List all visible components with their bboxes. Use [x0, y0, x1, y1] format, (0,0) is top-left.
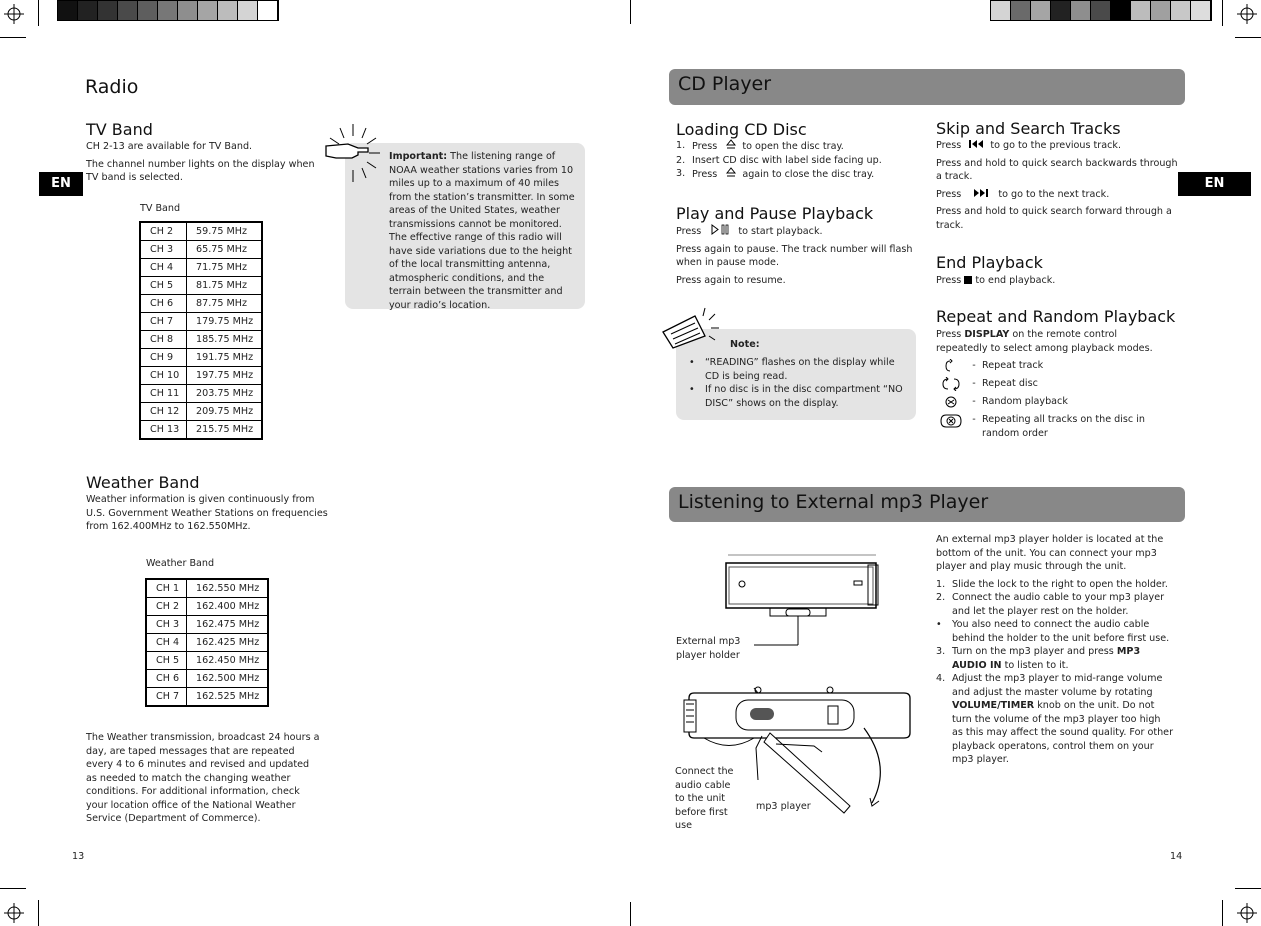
- channel-cell: CH 6: [146, 670, 187, 688]
- color-swatch: [1151, 1, 1171, 20]
- list-item: 3. Turn on the mp3 player and press MP3 AUDIO IN to listen to it.: [936, 646, 1141, 671]
- frequency-cell: 162.550 MHz: [187, 579, 269, 598]
- list-item: • “READING” flashes on the display while CD is being read.: [689, 357, 895, 382]
- table-row: [146, 688, 268, 707]
- color-swatch: [238, 1, 258, 20]
- registration-mark-icon: [1237, 4, 1257, 24]
- important-text: [360, 150, 576, 312]
- table-row: [146, 634, 268, 652]
- random-icon: [938, 395, 966, 409]
- color-swatch: [138, 1, 158, 20]
- frequency-cell: 197.75 MHz: [187, 367, 263, 385]
- mode-item: - Repeat disc: [938, 377, 1168, 391]
- paragraph: The channel number lights on the display when TV band is selected.: [86, 158, 315, 183]
- frequency-cell: 162.500 MHz: [187, 670, 269, 688]
- color-swatch: [1051, 1, 1071, 20]
- table-row: [146, 579, 268, 598]
- registration-mark-icon: [1237, 903, 1257, 923]
- channel-cell: CH 4: [146, 634, 187, 652]
- table-caption: TV Band: [140, 203, 181, 214]
- skip-search-heading: Skip and Search Tracks: [936, 119, 1121, 138]
- weather-band-text: Weather information is given continuously from U.S. Government Weather Stations on frequencies from 162.400MHz to 162.550MHz.: [86, 494, 328, 532]
- list-item: 1. Press to open the disc tray.: [676, 140, 844, 152]
- channel-cell: CH 12: [140, 403, 187, 421]
- color-swatch: [1031, 1, 1051, 20]
- player-label: mp3 player: [756, 801, 811, 812]
- page-number: 13: [72, 851, 85, 862]
- table-row: [146, 652, 268, 670]
- repeat-disc-icon: [938, 377, 966, 391]
- tv-band-table: [139, 221, 263, 440]
- color-swatch: [1011, 1, 1031, 20]
- channel-cell: CH 6: [140, 295, 187, 313]
- table-row: [140, 277, 262, 295]
- list-item: 2. Connect the audio cable to your mp3 player and let the player rest on the holder.: [936, 592, 1165, 617]
- important-label: Important:: [389, 151, 448, 162]
- channel-cell: CH 10: [140, 367, 187, 385]
- list-item: • If no disc is in the disc compartment “NO DISC” shows on the display.: [689, 384, 903, 409]
- mode-item: - Random playback: [938, 395, 1168, 409]
- frequency-cell: 81.75 MHz: [187, 277, 263, 295]
- color-swatch: [991, 1, 1011, 20]
- note-pad-icon: [657, 302, 723, 352]
- play-pause-heading: Play and Pause Playback: [676, 204, 874, 223]
- table-row: [146, 598, 268, 616]
- list-item: 2. Insert CD disc with label side facing up.: [676, 154, 882, 166]
- frequency-cell: 179.75 MHz: [187, 313, 263, 331]
- table-row: [140, 421, 262, 440]
- channel-cell: CH 4: [140, 259, 187, 277]
- weather-band-table: [145, 578, 269, 707]
- channel-cell: CH 5: [140, 277, 187, 295]
- channel-cell: CH 7: [146, 688, 187, 707]
- playback-modes: [938, 359, 1168, 440]
- frequency-cell: 185.75 MHz: [187, 331, 263, 349]
- note-list: [689, 356, 904, 410]
- table-row: [140, 241, 262, 259]
- table-row: [140, 367, 262, 385]
- list-item: 4. Adjust the mp3 player to mid-range volume and adjust the master volume by rotating VOLUME/TIMER knob on the unit. Do not turn the volume of the mp3 player too high as this may affect the sound quality. For other playback operatons, control them on your mp3 player.: [936, 673, 1174, 765]
- tv-band-text: [86, 140, 321, 185]
- tv-band-heading: TV Band: [86, 120, 153, 139]
- table-row: [140, 313, 262, 331]
- table-row: [140, 385, 262, 403]
- color-calibration-bar: [990, 0, 1212, 21]
- end-playback-heading: End Playback: [936, 253, 1043, 272]
- color-swatch: [158, 1, 178, 20]
- play-pause-icon: [710, 224, 732, 235]
- frequency-cell: 215.75 MHz: [187, 421, 263, 440]
- frequency-cell: 162.525 MHz: [187, 688, 269, 707]
- weather-transmission-text: The Weather transmission, broadcast 24 hours a day, are taped messages that are repeated every 4 to 6 minutes and revised and updated as needed to match the changing weather conditions. For additional information, check your location office of the National Weather Service (Department of Commerce).: [86, 732, 320, 824]
- list-item: • You also need to connect the audio cable behind the holder to the unit before first use.: [936, 619, 1170, 644]
- frequency-cell: 191.75 MHz: [187, 349, 263, 367]
- page-title: Radio: [85, 76, 139, 98]
- table-row: [140, 403, 262, 421]
- color-swatch: [1131, 1, 1151, 20]
- table-row: [146, 616, 268, 634]
- mode-item: - Repeat track: [938, 359, 1168, 373]
- registration-mark-icon: [4, 903, 24, 923]
- color-calibration-bar: [57, 0, 279, 21]
- channel-cell: CH 11: [140, 385, 187, 403]
- frequency-cell: 65.75 MHz: [187, 241, 263, 259]
- frequency-cell: 209.75 MHz: [187, 403, 263, 421]
- frequency-cell: 162.425 MHz: [187, 634, 269, 652]
- holder-label: External mp3 player holder: [676, 636, 741, 661]
- color-swatch: [258, 1, 278, 20]
- color-swatch: [118, 1, 138, 20]
- previous-track-icon: [968, 139, 986, 149]
- color-swatch: [1111, 1, 1131, 20]
- eject-icon: [724, 139, 738, 150]
- frequency-cell: 162.475 MHz: [187, 616, 269, 634]
- table-row: [140, 295, 262, 313]
- frequency-cell: 203.75 MHz: [187, 385, 263, 403]
- paragraph: CH 2-13 are available for TV Band.: [86, 141, 253, 152]
- table-row: [140, 331, 262, 349]
- frequency-cell: 162.400 MHz: [187, 598, 269, 616]
- channel-cell: CH 3: [140, 241, 187, 259]
- channel-cell: CH 1: [146, 579, 187, 598]
- repeat-random-text: Press DISPLAY on the remote control repeatedly to select among playback modes.: [936, 329, 1153, 354]
- color-swatch: [1171, 1, 1191, 20]
- loading-heading: Loading CD Disc: [676, 120, 807, 139]
- mp3-text: An external mp3 player holder is located at the bottom of the unit. You can connect your mp3 player and play music through the unit. 1. Slide the lock to the right to open the holder. 2. Connect the audio cable to your mp3 player and let the player rest on the holder. • You also need to connect the audio cable behind the holder to the unit before first use. 3. Turn on the mp3 player and press MP3 AUDIO IN to listen to it. 4. Adjust the mp3 player to mid-range volume and adjust the master volume by rotating VOLUME/TIMER knob on the unit. Do not turn the volume of the mp3 player too high as this may affect the sound quality. For other playback operatons, control them on your mp3 player.: [936, 534, 1174, 765]
- repeat-track-icon: [938, 359, 966, 373]
- channel-cell: CH 5: [146, 652, 187, 670]
- frequency-cell: 59.75 MHz: [187, 222, 263, 241]
- end-playback-text: Press to end playback.: [936, 275, 1056, 286]
- important-body: The listening range of NOAA weather stations varies from 10 miles up to a maximum of 40 miles from the station’s transmitter. In some areas of the United States, weather transmissions cannot be monitored. The effective range of this radio will have side variations due to the height of the local transmitting antenna, atmospheric conditions, and the terrain between the transmitter and your radio’s location.: [389, 151, 575, 311]
- eject-icon: [724, 167, 738, 178]
- color-swatch: [198, 1, 218, 20]
- color-swatch: [58, 1, 78, 20]
- cable-label: Connect the audio cable to the unit before first use: [675, 766, 734, 831]
- color-swatch: [1191, 1, 1211, 20]
- channel-cell: CH 9: [140, 349, 187, 367]
- mp3-title-bar: Listening to External mp3 Player: [669, 487, 1185, 522]
- frequency-cell: 162.450 MHz: [187, 652, 269, 670]
- weather-band-heading: Weather Band: [86, 473, 200, 492]
- play-pause-text: Press to start playback. Press again to pause. The track number will flash when in pause mode. Press again to resume.: [676, 226, 913, 286]
- language-tab: EN: [39, 172, 83, 196]
- table-caption: Weather Band: [146, 558, 215, 569]
- page-number: 14: [1170, 851, 1183, 862]
- channel-cell: CH 7: [140, 313, 187, 331]
- table-row: [140, 349, 262, 367]
- color-swatch: [178, 1, 198, 20]
- repeat-random-icon: [938, 413, 966, 429]
- channel-cell: CH 13: [140, 421, 187, 440]
- skip-search-text: Press to go to the previous track. Press and hold to quick search backwards through a track. Press to go to the next track. Press and hold to quick search forward through a track.: [936, 140, 1178, 231]
- list-item: 3. Press again to close the disc tray.: [676, 168, 875, 180]
- channel-cell: CH 3: [146, 616, 187, 634]
- registration-mark-icon: [4, 4, 24, 24]
- frequency-cell: 87.75 MHz: [187, 295, 263, 313]
- color-swatch: [218, 1, 238, 20]
- color-swatch: [1091, 1, 1111, 20]
- channel-cell: CH 8: [140, 331, 187, 349]
- color-swatch: [78, 1, 98, 20]
- color-swatch: [98, 1, 118, 20]
- table-row: [140, 222, 262, 241]
- language-tab: EN: [1178, 172, 1251, 196]
- stop-icon: [964, 276, 972, 284]
- table-row: [140, 259, 262, 277]
- repeat-random-heading: Repeat and Random Playback: [936, 307, 1176, 326]
- next-track-icon: [972, 188, 990, 198]
- table-row: [146, 670, 268, 688]
- frequency-cell: 71.75 MHz: [187, 259, 263, 277]
- list-item: 1. Slide the lock to the right to open the holder.: [936, 578, 1168, 590]
- note-label: Note:: [730, 339, 760, 350]
- cd-player-title-bar: CD Player: [669, 69, 1185, 105]
- mode-item: - Repeating all tracks on the disc in random order: [938, 413, 1168, 440]
- channel-cell: CH 2: [140, 222, 187, 241]
- channel-cell: CH 2: [146, 598, 187, 616]
- color-swatch: [1071, 1, 1091, 20]
- loading-steps: [676, 139, 916, 182]
